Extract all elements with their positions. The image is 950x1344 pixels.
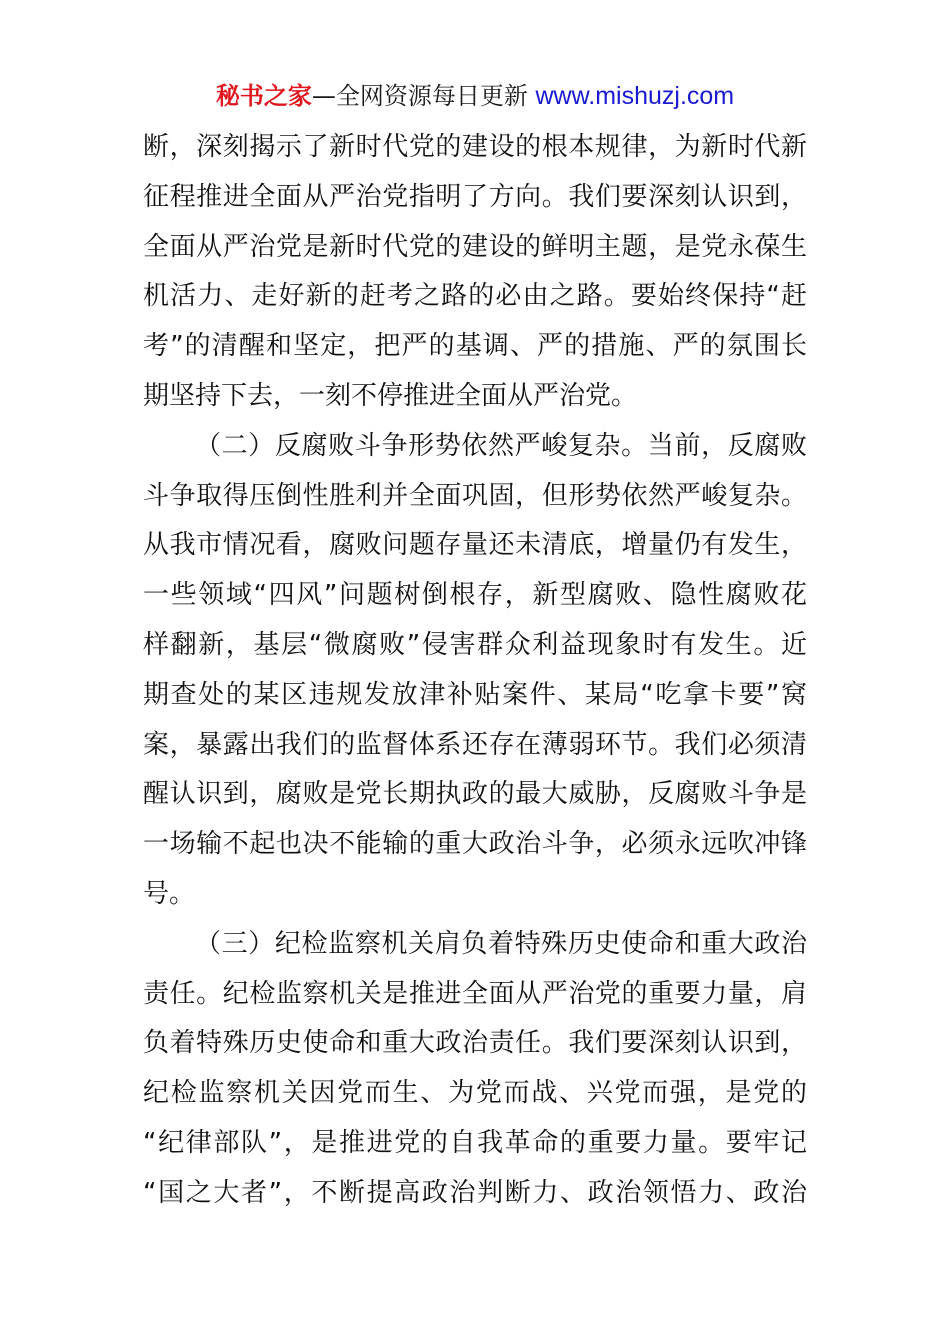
text-line: 全面从严治党是新时代党的建设的鲜明主题，是党永葆生	[143, 231, 807, 262]
document-body	[143, 123, 807, 1219]
text-line: 号。	[143, 878, 196, 909]
text-line: 纪检监察机关因党而生、为党而战、兴党而强，是党的	[143, 1078, 807, 1109]
text-line: 责任。纪检监察机关是推进全面从严治党的重要力量，肩	[143, 978, 807, 1009]
text-line: “纪律部队”，是推进党的自我革命的重要力量。要牢记	[143, 1127, 807, 1158]
site-brand: 秘书之家	[215, 82, 312, 110]
text-line: （三）纪检监察机关肩负着特殊历史使命和重大政治	[195, 928, 807, 959]
site-tagline: —全网资源每日更新	[311, 82, 528, 110]
site-header	[0, 80, 950, 112]
text-line: 样翻新，基层“微腐败”侵害群众利益现象时有发生。近	[143, 629, 807, 660]
text-line: 负着特殊历史使命和重大政治责任。我们要深刻认识到，	[143, 1028, 807, 1059]
text-line: 断，深刻揭示了新时代党的建设的根本规律，为新时代新	[143, 132, 807, 162]
text-line: （二）反腐败斗争形势依然严峻复杂。当前，反腐败	[195, 430, 807, 461]
text-line: “国之大者”，不断提高政治判断力、政治领悟力、政治	[143, 1177, 807, 1208]
text-line: 期查处的某区违规发放津补贴案件、某局“吃拿卡要”窝	[143, 679, 807, 710]
site-url-link[interactable]: www.mishuzj.com	[535, 82, 735, 110]
text-line: 考”的清醒和坚定，把严的基调、严的措施、严的氛围长	[143, 331, 807, 362]
text-line: 一场输不起也决不能输的重大政治斗争，必须永远吹冲锋	[143, 829, 807, 860]
text-line: 斗争取得压倒性胜利并全面巩固，但形势依然严峻复杂。	[143, 480, 807, 511]
text-line: 醒认识到，腐败是党长期执政的最大威胁，反腐败斗争是	[143, 779, 807, 810]
text-line: 从我市情况看，腐败问题存量还未清底，增量仍有发生，	[143, 530, 807, 561]
text-line: 案，暴露出我们的监督体系还存在薄弱环节。我们必须清	[143, 729, 807, 760]
text-line: 机活力、走好新的赶考之路的必由之路。要始终保持“赶	[143, 281, 807, 312]
text-line: 一些领域“四风”问题树倒根存，新型腐败、隐性腐败花	[143, 580, 807, 611]
text-line: 期坚持下去，一刻不停推进全面从严治党。	[143, 380, 638, 411]
text-line: 征程推进全面从严治党指明了方向。我们要深刻认识到，	[143, 181, 807, 212]
